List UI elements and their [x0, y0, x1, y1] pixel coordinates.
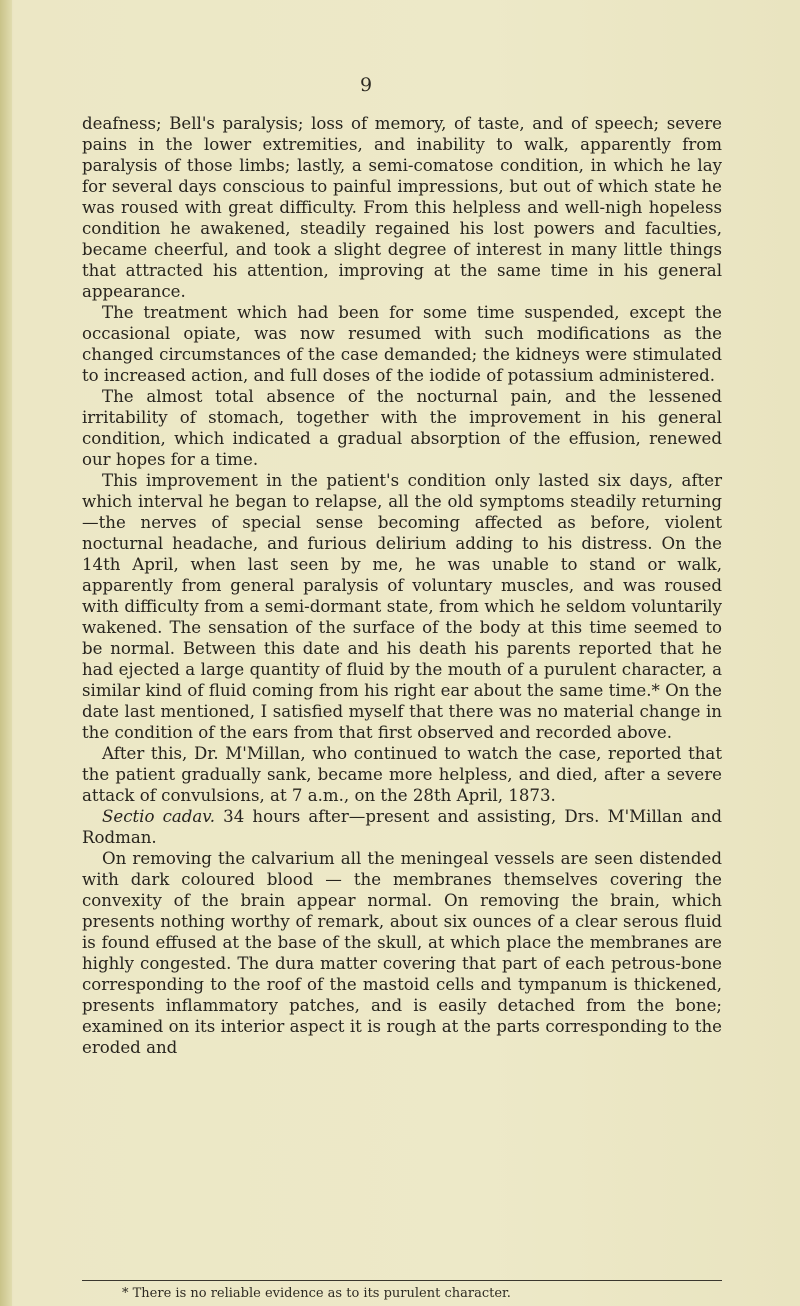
paragraph-6: Sectio cadav. 34 hours after—present and assisting, Drs. M'Millan and Rodman.: [82, 807, 722, 847]
paragraph-5: After this, Dr. M'Millan, who continued to watch the case, reported that the patient gradually sank, became more helpless, and died, after a severe attack of convulsions, at 7 a.m., on the 28th April, 1873.: [82, 744, 722, 805]
body-text: [82, 113, 722, 1058]
footnote: * There is no reliable evidence as to its purulent character.: [122, 1286, 511, 1301]
paragraph-4: This improvement in the patient's condition only lasted six days, after which interval he began to relapse, all the old symptoms steadily returning—the nerves of special sense becoming affected as before, violent nocturnal headache, and furious delirium adding to his distress. On the 14th April, when last seen by me, he was unable to stand or walk, apparently from general paralysis of voluntary muscles, and was roused with difficulty from a semi-dormant state, from which he seldom voluntarily wakened. The sensation of the surface of the body at this time seemed to be normal. Between this date and his death his parents reported that he had ejected a large quantity of fluid by the mouth of a purulent character, a similar kind of fluid coming from his right ear about the same time.* On the date last mentioned, I satisfied myself that there was no material change in the condition of the ears from that first observed and recorded above.: [82, 471, 722, 742]
paragraph-1: deafness; Bell's paralysis; loss of memory, of taste, and of speech; severe pains in the lower extremities, and inability to walk, apparently from paralysis of those limbs; lastly, a semi-comatose condition, in which he lay for several days conscious to painful impressions, but out of which state he was roused with great difficulty. From this helpless and well-nigh hopeless condition he awakened, steadily regained his lost powers and faculties, became cheerful, and took a slight degree of interest in many little things that attracted his attention, improving at the same time in his general appearance.: [82, 114, 722, 301]
paragraph-7: On removing the calvarium all the meningeal vessels are seen distended with dark coloured blood — the membranes themselves covering the convexity of the brain appear normal. On removing the brain, which presents nothing worthy of remark, about six ounces of a clear serous fluid is found effused at the base of the skull, at which place the membranes are highly congested. The dura matter covering that part of each petrous-bone corresponding to the roof of the mastoid cells and tympanum is thickened, presents inflammatory patches, and is easily detached from the bone; examined on its interior aspect it is rough at the parts corresponding to the eroded and: [82, 849, 722, 1057]
paragraph-2: The treatment which had been for some time suspended, except the occasional opiate, was now resumed with such modifications as the changed circumstances of the case demanded; the kidneys were stimulated to increased action, and full doses of the iodide of potassium administered.: [82, 303, 722, 385]
page-binding-edge: [0, 0, 12, 1306]
page-number: 9: [360, 74, 373, 96]
paragraph-3: The almost total absence of the nocturnal pain, and the lessened irritability of stomach, together with the improvement in his general condition, which indicated a gradual absorption of the effusion, renewed our hopes for a time.: [82, 387, 722, 469]
footnote-divider: [82, 1280, 722, 1281]
latin-term: Sectio cadav.: [102, 807, 215, 826]
